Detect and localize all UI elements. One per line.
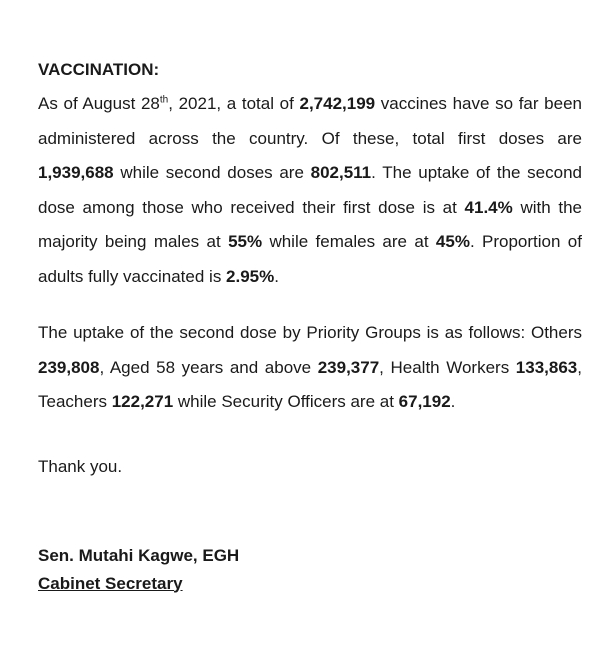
second-dose-uptake-value: 41.4% xyxy=(464,197,513,217)
priority-groups-paragraph xyxy=(38,316,582,420)
ordinal-suffix: th xyxy=(159,94,169,106)
text-span: . xyxy=(450,392,456,411)
vaccination-summary-paragraph xyxy=(38,87,582,294)
text-span: , Aged 58 years and above xyxy=(99,357,318,377)
text-span: while Security Officers are at xyxy=(173,392,399,411)
text-span: while females are at xyxy=(262,232,436,251)
males-percent-value: 55% xyxy=(228,232,263,251)
fully-vaccinated-percent-value: 2.95% xyxy=(226,266,275,286)
text-span: As of August 28 xyxy=(38,94,160,113)
second-doses-value: 802,511 xyxy=(310,163,372,182)
text-span: vaccines have so far been administered across the country. Of these, total first doses are xyxy=(38,94,582,148)
text-span: . xyxy=(274,266,279,286)
signatory-title: Cabinet Secretary xyxy=(38,573,183,593)
section-heading: VACCINATION: xyxy=(38,60,160,79)
closing-text: Thank you. xyxy=(38,456,123,476)
text-span: . Proportion of adults fully vaccinated is xyxy=(38,232,582,286)
text-span: The uptake of the second dose by Priority Groups is as follows: Others xyxy=(38,323,582,342)
total-vaccines-value: 2,742,199 xyxy=(299,94,376,113)
teachers-value: 122,271 xyxy=(111,392,174,411)
text-span: . The uptake of the second dose among those who received their first dose is at xyxy=(38,163,583,217)
text-span: with the majority being males at xyxy=(38,197,582,251)
others-value: 239,808 xyxy=(38,357,100,377)
text-span: , Teachers xyxy=(38,357,582,411)
security-officers-value: 67,192 xyxy=(398,392,451,411)
aged-58-value: 239,377 xyxy=(317,357,380,377)
signatory-name: Sen. Mutahi Kagwe, EGH xyxy=(38,545,240,565)
text-span: , Health Workers xyxy=(379,357,516,377)
health-workers-value: 133,863 xyxy=(515,357,578,377)
text-span: while second doses are xyxy=(113,163,311,182)
text-span: , 2021, a total of xyxy=(168,94,300,113)
females-percent-value: 45% xyxy=(435,232,470,251)
first-doses-value: 1,939,688 xyxy=(38,163,114,182)
